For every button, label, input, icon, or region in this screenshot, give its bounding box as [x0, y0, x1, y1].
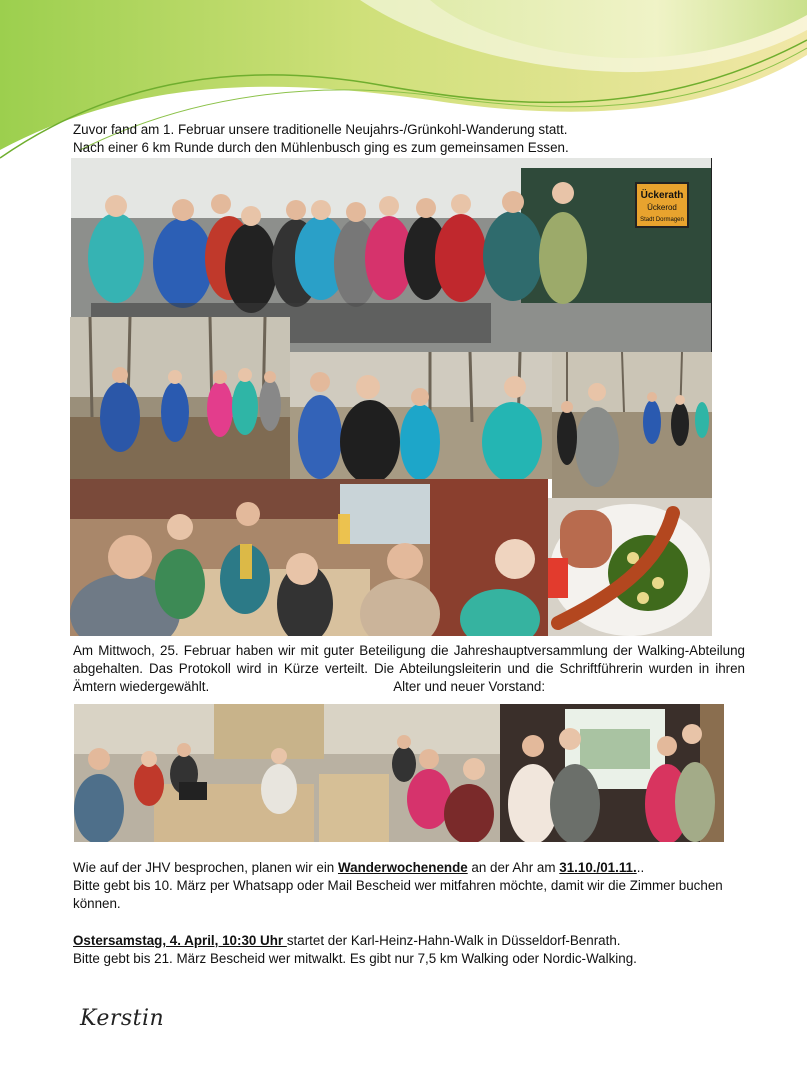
- jhv-paragraph: [73, 642, 745, 696]
- easter-highlight: Ostersamstag, 4. April, 10:30 Uhr: [73, 933, 287, 948]
- town-sign-subname: Ückerod: [647, 203, 677, 212]
- easter-rest: startet der Karl-Heinz-Hahn-Walk in Düsseldorf-Benrath.: [286, 933, 621, 948]
- weekend-highlight: Wanderwochenende: [337, 860, 468, 875]
- forest-walk-photo-1: [70, 317, 290, 479]
- board-members-photo: [500, 704, 724, 842]
- intro-line-2: Nach einer 6 km Runde durch den Mühlenbusch ging es zum gemeinsamen Essen.: [73, 140, 569, 155]
- weekend-line-2: Bitte gebt bis 10. März per Whatsapp oder Mail Bescheid wer mitfahren möchte, damit wir die Zimmer buchen können.: [73, 878, 723, 911]
- weekend-prefix: Wie auf der JHV besprochen, planen wir ein: [73, 860, 338, 875]
- jhv-text: Am Mittwoch, 25. Februar haben wir mit guter Beteiligung die Jahreshauptversammlung der Walking-Abteilung abgehalten. Das Protokoll wird in Kürze verteilt. Die Abteilungsleiterin und die Schriftführerin wurden in ihren Ämtern wiedergewählt.: [73, 643, 745, 694]
- town-sign-name: Ückerath: [640, 190, 684, 201]
- intro-paragraph: [73, 121, 633, 157]
- meeting-photo: [74, 704, 500, 842]
- weekend-suffix: ..: [636, 860, 645, 875]
- signature: Kerstin: [80, 1006, 165, 1031]
- board-label: Alter und neuer Vorstand:: [393, 679, 546, 694]
- forest-walk-photo-3: [552, 352, 712, 498]
- weekend-middle: an der Ahr am: [467, 860, 560, 875]
- easter-paragraph: [73, 932, 753, 968]
- weekend-date: 31.10./01.11.: [559, 860, 637, 875]
- easter-line-2: Bitte gebt bis 21. März Bescheid wer mitwalkt. Es gibt nur 7,5 km Walking oder Nordic-Walking.: [73, 951, 637, 966]
- kale-dinner-photo: [548, 498, 712, 636]
- weekend-paragraph: [73, 859, 753, 913]
- town-sign-city: Stadt Dormagen: [640, 217, 684, 223]
- forest-walk-photo-2: [290, 352, 552, 479]
- intro-line-1: Zuvor fand am 1. Februar unsere traditionelle Neujahrs-/Grünkohl-Wanderung statt.: [73, 122, 568, 137]
- restaurant-photo: [70, 479, 548, 636]
